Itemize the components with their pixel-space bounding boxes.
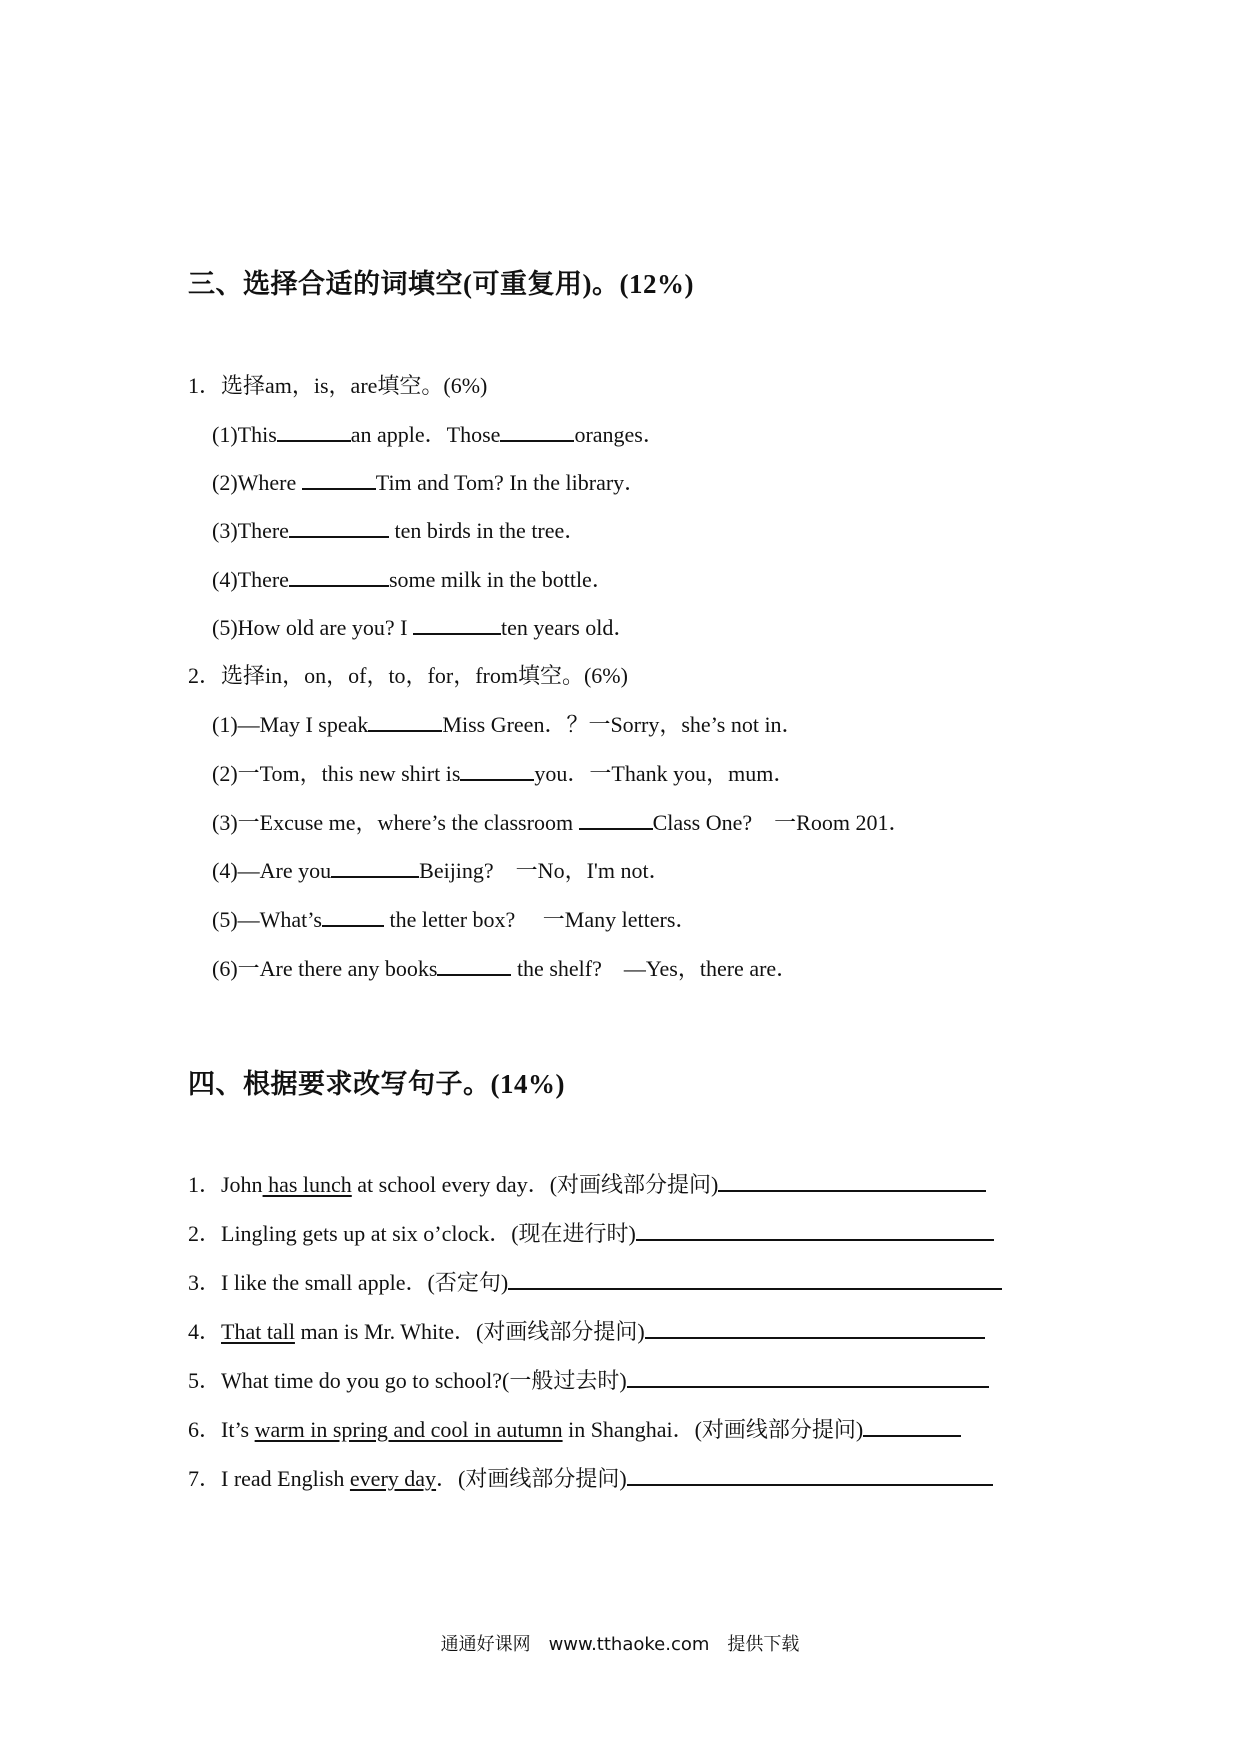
s4-item-6-post: in Shanghai．(对画线部分提问) [562,1417,864,1442]
s4-item-4-post: man is Mr. White．(对画线部分提问) [294,1319,645,1344]
q1-item-3-text-a: (3)There [212,518,289,543]
q1-item-5 [212,613,635,642]
fill-blank[interactable] [277,420,351,442]
q1-item-5-text-a: (5)How old are you? I [212,615,413,640]
answer-line[interactable] [627,1366,989,1388]
s4-item-3-pre: 3．I like the small apple．(否定句) [188,1270,509,1295]
answer-line[interactable] [636,1219,994,1241]
q2-item-1 [212,710,804,739]
q2-item-2-text-a: (2)一Tom，this new shirt is [212,761,461,786]
section3-title: 三、选择合适的词填空(可重复用)。(12%) [188,269,694,299]
q2-item-1-text-a: (1)—May I speak [212,712,369,737]
q2-item-1-text-b: Miss Green．？一Sorry，she’s not in． [442,712,804,737]
q2-item-6-text-a: (6)一Are there any books [212,956,438,981]
fill-blank[interactable] [289,516,389,538]
s4-item-1-underlined: has lunch [262,1172,352,1197]
q2-item-6-text-b: the shelf? —Yes，there are． [511,956,799,981]
s4-item-3 [188,1268,1002,1297]
q2-intro: 2．选择in，on，of，to，for，from填空。(6%) [188,663,628,688]
s4-item-7-underlined: every day [349,1466,437,1491]
answer-line[interactable] [645,1317,985,1339]
q1-item-1-text-b: an apple．Those [350,422,501,447]
s4-item-2-pre: 2．Lingling gets up at six o’clock．(现在进行时) [188,1221,636,1246]
answer-line[interactable] [718,1170,986,1192]
s4-item-6 [188,1415,961,1444]
s4-item-1-post: at school every day．(对画线部分提问) [351,1172,719,1197]
s4-item-7 [188,1464,993,1493]
answer-line[interactable] [863,1415,961,1437]
q1-item-2-text-a: (2)Where [212,470,302,495]
fill-blank[interactable] [302,468,376,490]
q1-item-2-text-b: Tim and Tom? In the library． [375,470,647,495]
q2-item-5 [212,905,697,934]
s4-item-4-pre: 4． [188,1319,222,1344]
fill-blank[interactable] [437,954,511,976]
q1-item-1 [212,420,665,449]
fill-blank[interactable] [289,565,389,587]
q2-item-2-text-b: you．一Thank you，mum． [534,761,796,786]
s4-item-4-underlined: That tall [221,1319,295,1344]
q1-item-1-text-c: oranges． [574,422,665,447]
q2-item-2 [212,759,795,788]
s4-item-5-pre: 5．What time do you go to school?(一般过去时) [188,1368,627,1393]
q2-item-3-text-b: Class One? 一Room 201． [652,810,911,835]
q1-item-4-text-b: some milk in the bottle． [388,567,614,592]
q2-item-5-text-b: the letter box? 一Many letters． [383,907,698,932]
q2-item-6 [212,954,798,983]
fill-blank[interactable] [368,710,442,732]
q2-item-3-text-a: (3)一Excuse me，where’s the classroom [212,810,579,835]
fill-blank[interactable] [331,856,419,878]
q1-item-4 [212,565,614,594]
section4-title: 四、根据要求改写句子。(14%) [188,1069,565,1099]
fill-blank[interactable] [322,905,384,927]
s4-item-4 [188,1317,985,1346]
footer-source: 通通好课网 www.tthaoke.com 提供下载 [440,1634,800,1655]
s4-item-7-pre: 7．I read English [188,1466,350,1491]
q1-intro: 1．选择am，is，are填空。(6%) [188,373,488,398]
s4-item-2 [188,1219,994,1248]
s4-item-6-pre: 6．It’s [188,1417,255,1442]
answer-line[interactable] [508,1268,1002,1290]
q2-item-4-text-a: (4)—Are you [212,858,332,883]
s4-item-5 [188,1366,989,1395]
q1-item-3 [212,516,586,545]
s4-item-1-pre: 1．John [188,1172,263,1197]
q1-item-3-text-b: ten birds in the tree． [388,518,587,543]
answer-line[interactable] [627,1464,993,1486]
q2-item-5-text-a: (5)—What’s [212,907,322,932]
fill-blank[interactable] [579,808,653,830]
fill-blank[interactable] [500,420,574,442]
q1-item-4-text-a: (4)There [212,567,289,592]
s4-item-7-post: ．(对画线部分提问) [436,1466,627,1491]
fill-blank[interactable] [460,759,534,781]
fill-blank[interactable] [413,613,501,635]
s4-item-6-underlined: warm in spring and cool in autumn [254,1417,563,1442]
q1-item-5-text-b: ten years old． [501,615,636,640]
q2-item-4-text-b: Beijing? 一No，I'm not． [419,858,671,883]
q1-item-2 [212,468,646,497]
q2-item-3 [212,808,910,837]
s4-item-1 [188,1170,986,1199]
q2-item-4 [212,856,671,885]
q1-item-1-text-a: (1)This [212,422,277,447]
